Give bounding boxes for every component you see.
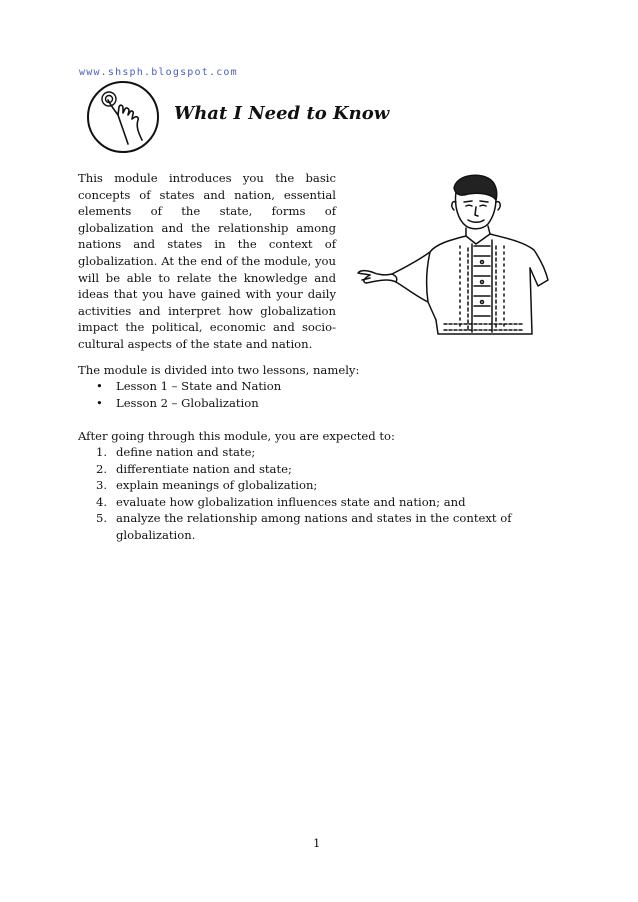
list-item <box>96 461 516 478</box>
lesson-item-label: Lesson 2 – Globalization <box>116 395 259 410</box>
objectives-intro: After going through this module, you are expected to: <box>78 429 395 443</box>
bullet: • <box>96 379 103 393</box>
objective-list <box>96 444 516 544</box>
list-item <box>96 477 516 494</box>
lesson-item-label: Lesson 1 – State and Nation <box>116 379 282 393</box>
objective-text: analyze the relationship among nations and states in the context of globalization. <box>116 511 512 542</box>
lessons-intro: The module is divided into two lessons, namely: <box>78 363 360 377</box>
item-number: 5. <box>96 511 108 526</box>
item-number: 2. <box>96 461 108 476</box>
item-number: 3. <box>96 478 108 493</box>
intro-paragraph: This module introduces you the basic concepts of states and nation, essential elements of the state, forms of globalization and the relationship among nations and states in the context of globalization. At the end of the module, you will be able to relate the knowledge and ideas that you have gained with your daily activities and interpret how globalization impact the political, economic and socio-cultural aspects of the state and nation. <box>78 171 336 351</box>
section-title: What I Need to Know <box>174 103 390 124</box>
item-number: 4. <box>96 494 108 509</box>
objective-text: explain meanings of globalization; <box>116 478 318 493</box>
lesson-list <box>96 378 281 411</box>
objective-text: evaluate how globalization influences state and nation; and <box>116 494 466 509</box>
list-item <box>96 444 516 461</box>
list-item <box>96 494 516 511</box>
bullet: • <box>96 395 103 410</box>
page-number: 1 <box>313 836 321 850</box>
objective-text: differentiate nation and state; <box>116 461 292 476</box>
presenting-man-illustration <box>356 170 552 336</box>
list-item <box>96 378 281 395</box>
objective-text: define nation and state; <box>116 445 256 459</box>
item-number: 1. <box>96 445 108 459</box>
touch-hand-icon <box>86 80 160 154</box>
list-item <box>96 510 516 543</box>
watermark[interactable]: www.shsph.blogspot.com <box>79 67 238 78</box>
list-item <box>96 395 281 412</box>
